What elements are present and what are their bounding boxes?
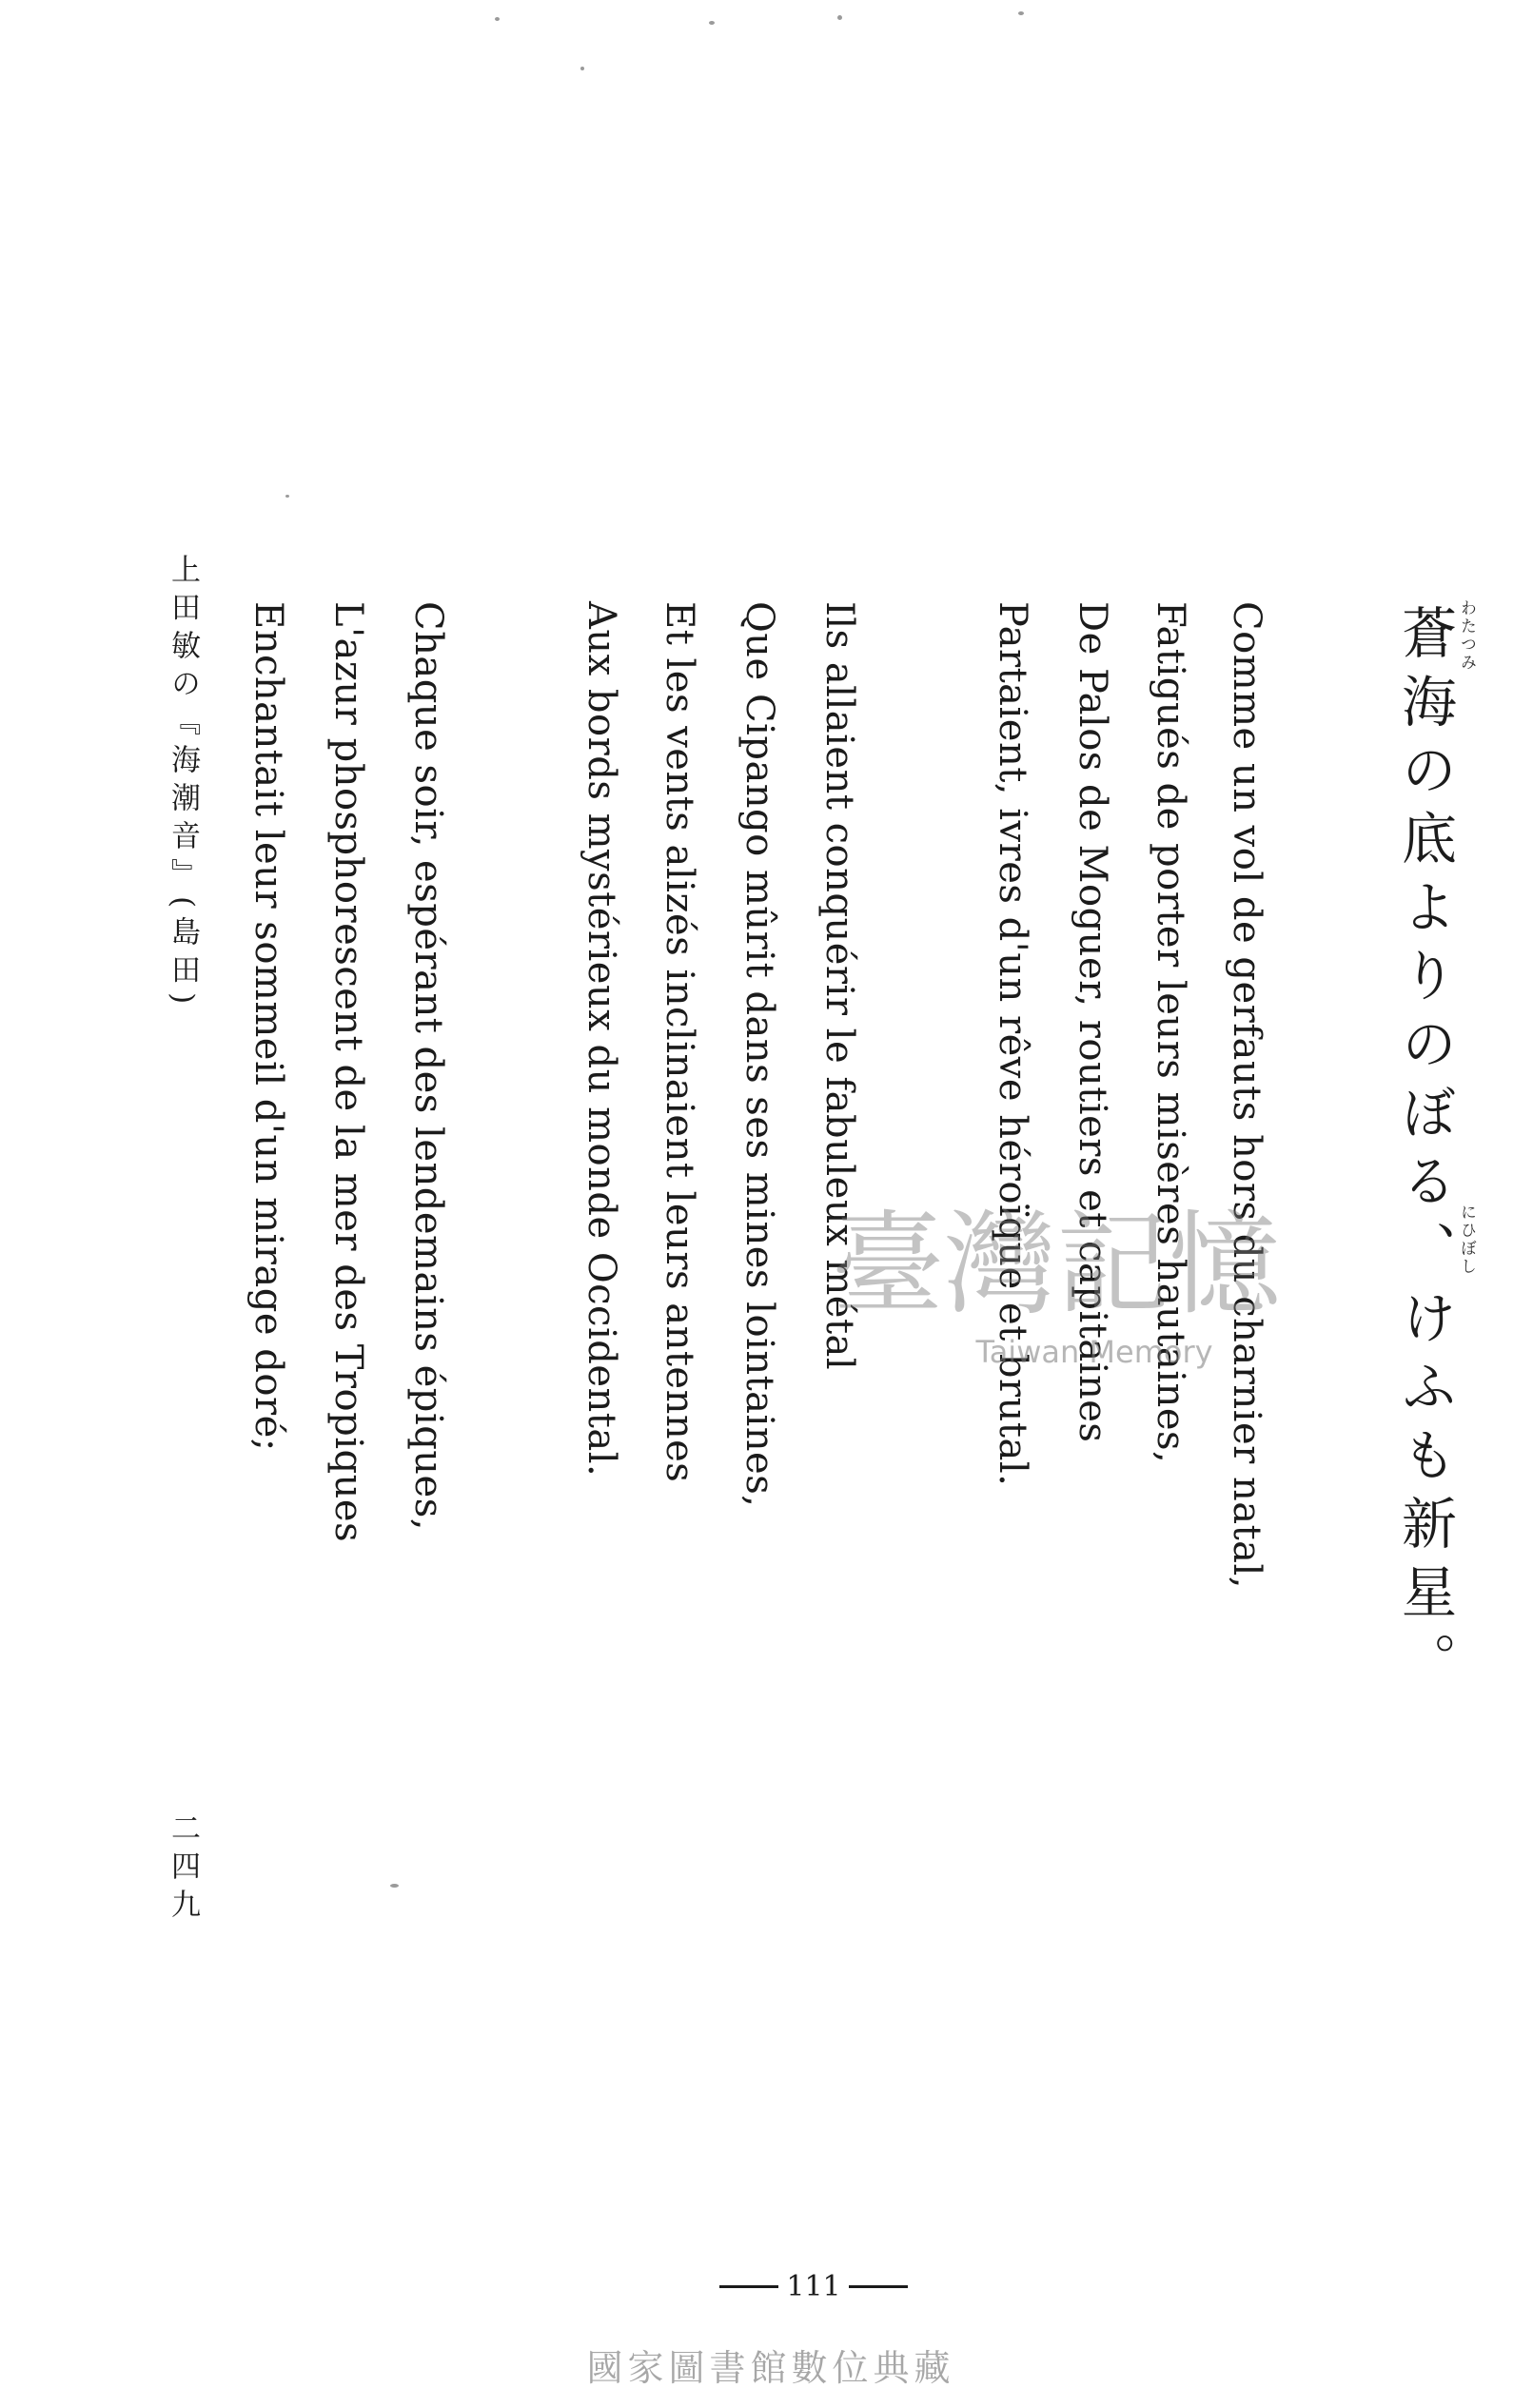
watermark-subtext: Taiwan Memory (975, 1334, 1213, 1370)
stanza3-line1: Chaque soir, espérant des lendemains épiques, (406, 601, 450, 1531)
poem-title: 蒼海の底よりのぼる、けふも新星。 (1392, 604, 1457, 1700)
stanza3-line2: L'azur phosphorescent de la mer des Tropiques (326, 601, 370, 1543)
title-ruby-watatsumi: わたつみ (1457, 599, 1476, 672)
scan-speck (580, 67, 584, 70)
scan-speck (285, 495, 289, 498)
title-ruby-nihohoshi: にひぼし (1457, 1204, 1476, 1276)
watermark-text: 臺灣記憶 (831, 1199, 1282, 1330)
scan-speck (837, 15, 842, 20)
scan-speck (709, 21, 715, 25)
scan-speck (495, 17, 500, 21)
side-page-number: 二四九 (166, 1812, 200, 1927)
library-collection-mark: 國家圖書館數位典藏 (586, 2347, 955, 2389)
stanza3-line3: Enchantait leur sommeil d'un mirage doré; (246, 601, 290, 1452)
stanza1-line3: De Palos de Moguer, routiers et capitaines (1071, 601, 1114, 1443)
stanza2-line2: Que Cipango mûrit dans ses mines lointaines, (737, 601, 781, 1508)
taiwan-memory-watermark (809, 1180, 1304, 1389)
attribution: 上田敏の『海潮音』(島田) (166, 554, 200, 1013)
stanza2-line4: Aux bords mystérieux du monde Occidental. (580, 601, 623, 1478)
scan-speck (390, 1884, 399, 1888)
stanza1-line2: Fatigués de porter leurs misères hautaines, (1149, 601, 1192, 1464)
footer-dash-left (719, 2285, 778, 2288)
footer-page-number (704, 2262, 923, 2310)
stanza1-line1: Comme un vol de gerfauts hors du charnier natal, (1225, 601, 1268, 1590)
stanza1-line4: Partaient, ivres d'un rêve héroïque et brutal. (991, 601, 1034, 1487)
stanza2-line1: Ils allaient conquérir le fabuleux métal (817, 601, 861, 1371)
scan-speck (1018, 11, 1024, 15)
stanza2-line3: Et les vents alizés inclinaient leurs antennes (658, 601, 701, 1483)
footer-dash-right (849, 2285, 908, 2288)
footer-page-number-value: 111 (786, 2269, 841, 2303)
